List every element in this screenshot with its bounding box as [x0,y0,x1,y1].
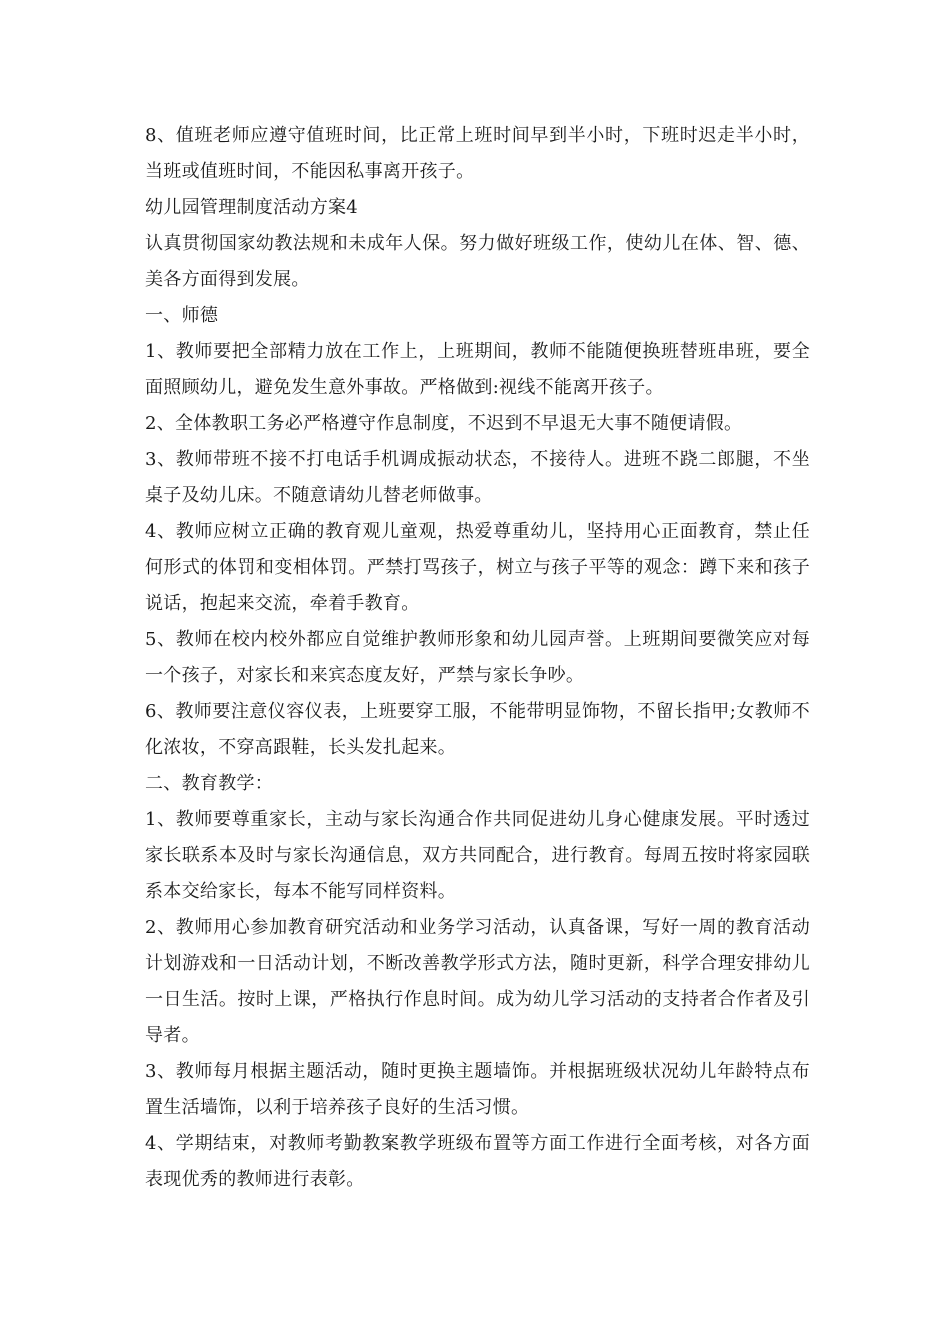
paragraph-ethics-4: 4、教师应树立正确的教育观儿童观，热爱尊重幼儿，坚持用心正面教育，禁止任何形式的体罚和变相体罚。严禁打骂孩子，树立与孩子平等的观念：蹲下来和孩子说话，抱起来交流，牵着手教育。 [145,521,810,614]
paragraph-teaching-1: 1、教师要尊重家长，主动与家长沟通合作共同促进幼儿身心健康发展。平时透过家长联系本及时与家长沟通信息，双方共同配合，进行教育。每周五按时将家园联系本交给家长，每本不能写同样资料。 [145,809,810,902]
document-body [145,118,810,1198]
paragraph-ethics-2: 2、全体教职工务必严格遵守作息制度，不迟到不早退无大事不随便请假。 [145,413,743,434]
paragraph-ethics-5: 5、教师在校内校外都应自觉维护教师形象和幼儿园声誉。上班期间要微笑应对每一个孩子，对家长和来宾态度友好，严禁与家长争吵。 [145,629,810,686]
paragraph-ethics-6: 6、教师要注意仪容仪表，上班要穿工服，不能带明显饰物，不留长指甲;女教师不化浓妆，不穿高跟鞋，长头发扎起来。 [145,701,810,758]
paragraph-teaching-4: 4、学期结束，对教师考勤教案教学班级布置等方面工作进行全面考核，对各方面表现优秀的教师进行表彰。 [145,1133,810,1190]
section-heading-plan-4: 幼儿园管理制度活动方案4 [145,197,359,218]
paragraph-teaching-3: 3、教师每月根据主题活动，随时更换主题墙饰。并根据班级状况幼儿年龄特点布置生活墙饰，以利于培养孩子良好的生活习惯。 [145,1061,810,1118]
section-heading-ethics: 一、师德 [145,305,219,326]
paragraph-teaching-2: 2、教师用心参加教育研究活动和业务学习活动，认真备课，写好一周的教育活动计划游戏和一日活动计划，不断改善教学形式方法，随时更新，科学合理安排幼儿一日生活。按时上课，严格执行作息时间。成为幼儿学习活动的支持者合作者及引导者。 [145,917,810,1046]
section-heading-teaching: 二、教育教学： [145,773,274,794]
paragraph-ethics-3: 3、教师带班不接不打电话手机调成振动状态，不接待人。进班不跷二郎腿，不坐桌子及幼儿床。不随意请幼儿替老师做事。 [145,449,810,506]
paragraph-duty-rule-8: 8、值班老师应遵守值班时间，比正常上班时间早到半小时，下班时迟走半小时，当班或值班时间，不能因私事离开孩子。 [145,125,810,182]
paragraph-intro: 认真贯彻国家幼教法规和未成年人保。努力做好班级工作，使幼儿在体、智、德、美各方面得到发展。 [145,233,810,290]
paragraph-ethics-1: 1、教师要把全部精力放在工作上，上班期间，教师不能随便换班替班串班，要全面照顾幼儿，避免发生意外事故。严格做到:视线不能离开孩子。 [145,341,810,398]
